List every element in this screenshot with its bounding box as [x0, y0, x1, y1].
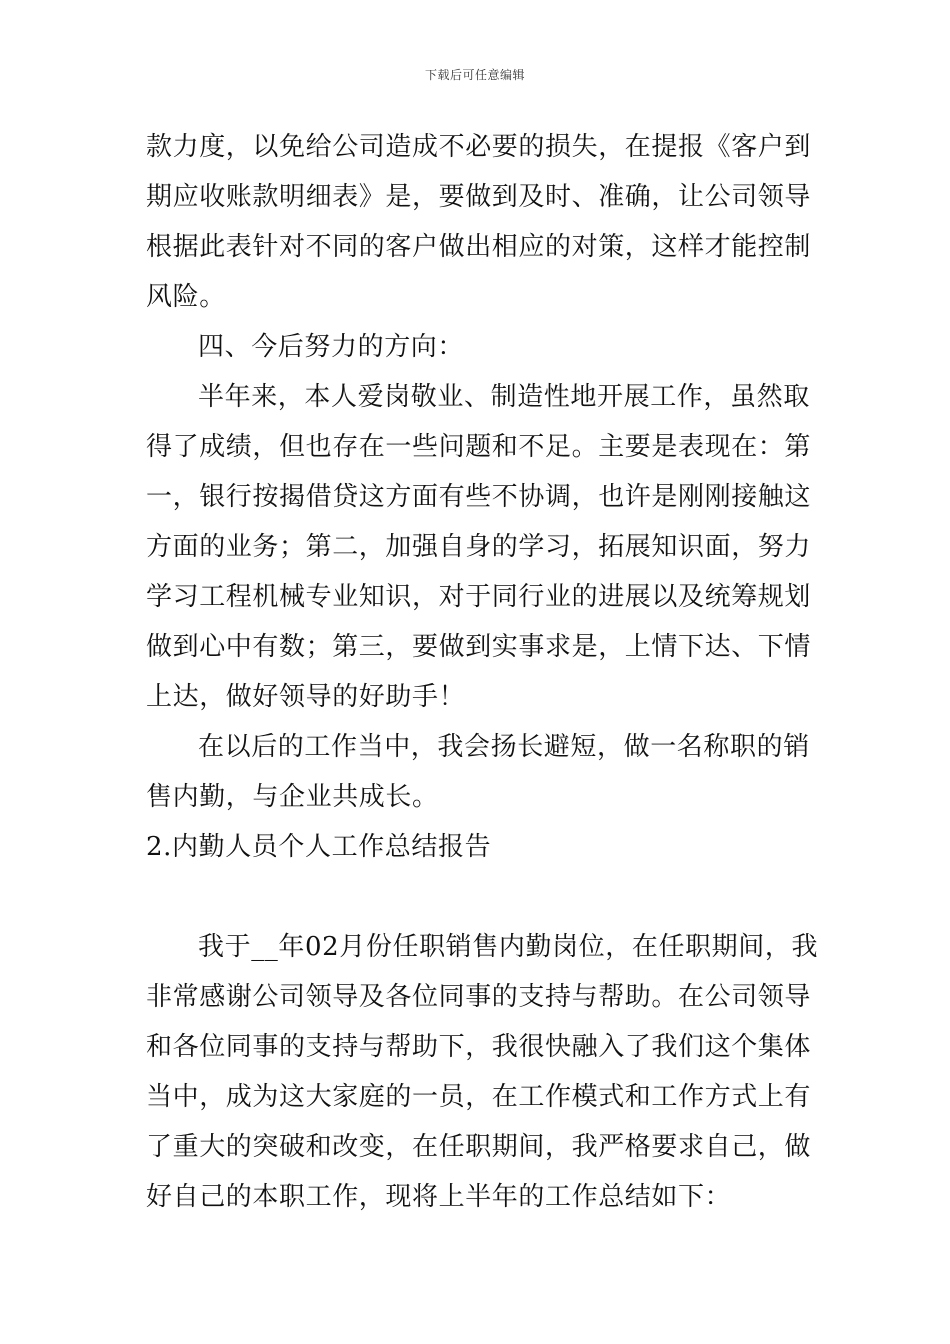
text-line: 一，银行按揭借贷这方面有些不协调，也许是刚刚接触这	[146, 482, 812, 512]
document-title: 2.内勤人员个人工作总结报告	[146, 832, 492, 862]
section-heading: 四、今后努力的方向：	[198, 332, 465, 362]
text-line: 我于__年02月份任职销售内勤岗位，在任职期间，我	[198, 932, 819, 962]
text-line: 和各位同事的支持与帮助下，我很快融入了我们这个集体	[146, 1032, 812, 1062]
document-body	[146, 122, 819, 1222]
page-header: 下载后可任意编辑	[424, 68, 525, 82]
text-line: 期应收账款明细表》是，要做到及时、准确，让公司领导	[146, 182, 812, 212]
text-line: 好自己的本职工作，现将上半年的工作总结如下：	[146, 1182, 732, 1212]
text-line: 上达，做好领导的好助手！	[146, 682, 466, 712]
text-line: 售内勤，与企业共成长。	[146, 782, 439, 812]
blank-line	[146, 872, 808, 922]
text-line: 在以后的工作当中，我会扬长避短，做一名称职的销	[198, 732, 810, 762]
text-line: 风险。	[146, 282, 226, 312]
text-line: 当中，成为这大家庭的一员，在工作模式和工作方式上有	[146, 1082, 812, 1112]
text-line: 做到心中有数；第三，要做到实事求是，上情下达、下情	[146, 632, 812, 662]
text-line: 非常感谢公司领导及各位同事的支持与帮助。在公司领导	[146, 982, 812, 1012]
text-line: 半年来，本人爱岗敬业、制造性地开展工作，虽然取	[198, 382, 810, 412]
text-line: 根据此表针对不同的客户做出相应的对策，这样才能控制	[146, 232, 812, 262]
text-line: 方面的业务；第二，加强自身的学习，拓展知识面，努力	[146, 532, 812, 562]
text-line: 款力度，以免给公司造成不必要的损失，在提报《客户到	[146, 132, 812, 162]
text-line: 学习工程机械专业知识，对于同行业的进展以及统筹规划	[146, 582, 812, 612]
text-line: 了重大的突破和改变，在任职期间，我严格要求自己，做	[146, 1132, 812, 1162]
text-line: 得了成绩，但也存在一些问题和不足。主要是表现在：第	[146, 432, 812, 462]
